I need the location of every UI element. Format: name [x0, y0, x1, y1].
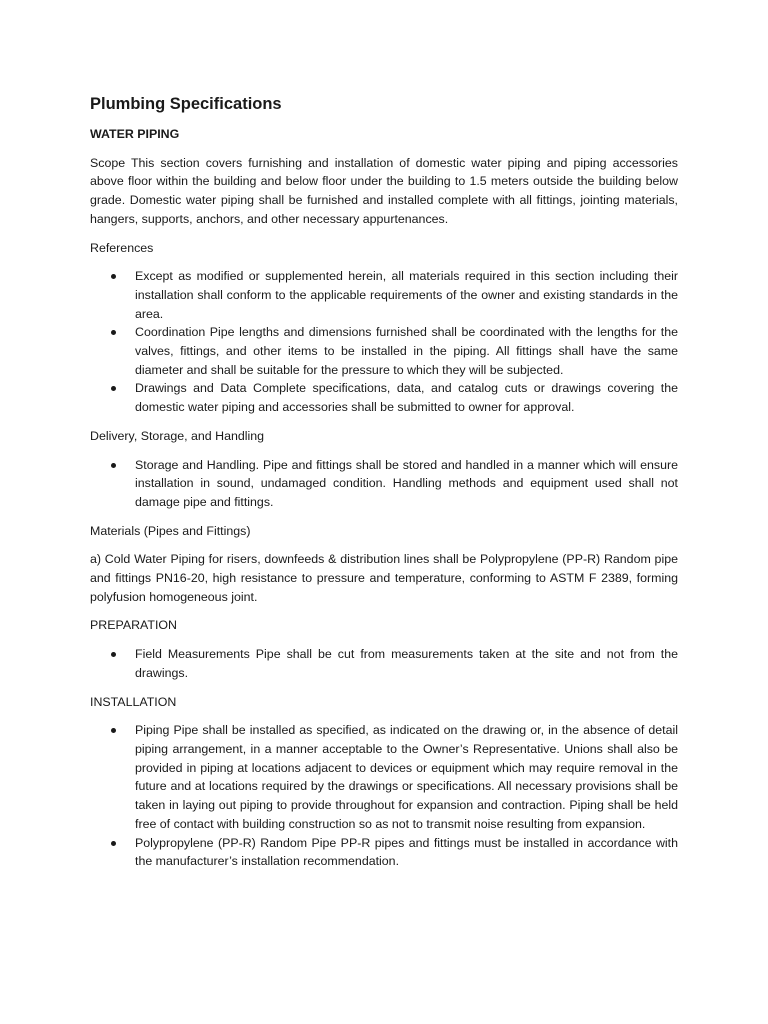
list-item-text: Piping Pipe shall be installed as specified, as indicated on the drawing or, in the absence of detail piping arrangement, in a manner acceptable to the Owner’s Representative. Unions shall also be provided in piping at locations adjacent to devices or equipment which may require removal in the future and at locations required by the drawings or specifications. All necessary provisions shall be taken in laying out piping to provide throughout for expansion and contraction. Piping shall be held free of contact with building construction so as not to transmit noise resulting from expansion.	[135, 723, 678, 831]
references-list	[90, 267, 678, 417]
scope-paragraph: Scope This section covers furnishing and installation of domestic water piping and piping accessories above floor within the building and below floor under the building to 1.5 meters outside the building below grade. Domestic water piping shall be furnished and installed complete with all fittings, jointing materials, hangers, supports, anchors, and other necessary appurtenances.	[90, 155, 678, 226]
list-item	[90, 834, 678, 871]
list-item	[90, 323, 678, 379]
bullet-icon	[111, 386, 116, 391]
list-item	[90, 267, 678, 323]
section-heading-water-piping: WATER PIPING	[90, 127, 180, 141]
list-item	[90, 379, 678, 416]
bullet-icon	[111, 330, 116, 335]
materials-label: Materials (Pipes and Fittings)	[90, 523, 251, 538]
bullet-icon	[111, 274, 116, 279]
preparation-label: PREPARATION	[90, 618, 177, 633]
bullet-icon	[111, 728, 116, 733]
installation-list	[90, 721, 678, 871]
list-item-text: Coordination Pipe lengths and dimensions furnished shall be coordinated with the lengths for the valves, fittings, and other items to be installed in the piping. All fittings shall have the same diameter and shall be suitable for the pressure to which they will be subjected.	[135, 325, 678, 377]
list-item	[90, 721, 678, 833]
list-item-text: Storage and Handling. Pipe and fittings shall be stored and handled in a manner which will ensure installation in sound, undamaged condition. Handling methods and equipment used shall not damage pipe and fittings.	[135, 457, 678, 509]
installation-label: INSTALLATION	[90, 694, 177, 709]
list-item	[90, 645, 678, 682]
bullet-icon	[111, 652, 116, 657]
document-page	[90, 93, 678, 881]
delivery-label: Delivery, Storage, and Handling	[90, 428, 265, 443]
list-item	[90, 456, 678, 512]
document-title: Plumbing Specifications	[90, 95, 282, 113]
materials-paragraph: a) Cold Water Piping for risers, downfeeds & distribution lines shall be Polypropylene (PP-R) Random pipe and fittings PN16-20, high resistance to pressure and temperature, conforming to ASTM F 2389, forming polyfusion homogeneous joint.	[90, 552, 678, 604]
list-item-text: Field Measurements Pipe shall be cut from measurements taken at the site and not from the drawings.	[135, 647, 678, 680]
list-item-text: Drawings and Data Complete specifications, data, and catalog cuts or drawings covering the domestic water piping and accessories shall be submitted to owner for approval.	[135, 381, 678, 415]
list-item-text: Polypropylene (PP-R) Random Pipe PP-R pipes and fittings must be installed in accordance with the manufacturer’s installation recommendation.	[135, 835, 678, 869]
bullet-icon	[111, 841, 116, 846]
preparation-list	[90, 645, 678, 682]
bullet-icon	[111, 463, 116, 468]
list-item-text: Except as modified or supplemented herein, all materials required in this section including their installation shall conform to the applicable requirements of the owner and existing standards in the area.	[135, 269, 678, 321]
delivery-list	[90, 456, 678, 512]
references-label: References	[90, 240, 154, 255]
